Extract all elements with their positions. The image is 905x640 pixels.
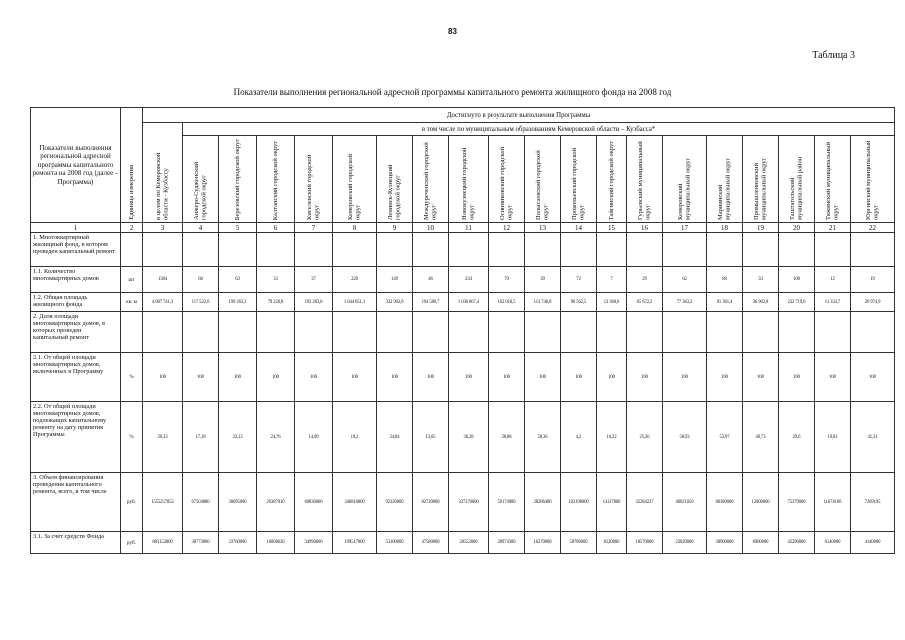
table-cell: 1555257852 xyxy=(143,473,183,532)
column-header xyxy=(489,136,525,223)
table-cell: 100 xyxy=(525,353,561,402)
row-unit: кв. м xyxy=(121,293,143,312)
column-number: 5 xyxy=(219,223,257,233)
table-cell: 38900000 xyxy=(707,532,743,554)
table-cell: 33,13 xyxy=(219,402,257,473)
column-header xyxy=(815,136,851,223)
column-number: 17 xyxy=(663,223,707,233)
table-cell: 46 xyxy=(413,267,449,293)
table-cell: 32284237 xyxy=(627,473,663,532)
column-number: 12 xyxy=(489,223,525,233)
column-header xyxy=(779,136,815,223)
column-header-label: Кемеровский городской округ xyxy=(347,154,362,220)
table-cell: 47580000 xyxy=(413,532,449,554)
table-cell: 24,76 xyxy=(257,402,295,473)
column-header xyxy=(851,136,895,223)
column-header-label: Тайгинский городской округ xyxy=(607,140,615,220)
column-header-label: в целом по Кемеровской области - Кузбассу xyxy=(155,152,170,220)
row-unit xyxy=(121,233,143,267)
table-row xyxy=(31,353,895,402)
table-cell: 100 xyxy=(489,353,525,402)
table-cell: 192 283,0 xyxy=(295,293,333,312)
table-cell: 102198000 xyxy=(561,473,597,532)
column-header-label: Таштагольский муниципальный район xyxy=(789,156,804,220)
column-number: 22 xyxy=(851,223,895,233)
column-header xyxy=(377,136,413,223)
column-number: 6 xyxy=(257,223,295,233)
table-cell xyxy=(663,312,707,353)
table-cell: 8120000 xyxy=(597,532,627,554)
page-number: 83 xyxy=(448,27,457,36)
table-cell: 100 xyxy=(779,353,815,402)
column-header-label: Тяжинский муниципальный округ xyxy=(825,141,840,220)
column-header-label: Анжеро-Судженский городской округ xyxy=(193,161,208,220)
table-row xyxy=(31,402,895,473)
table-cell: 346810000 xyxy=(333,473,377,532)
table-cell xyxy=(257,312,295,353)
table-cell xyxy=(143,312,183,353)
column-number: 16 xyxy=(627,223,663,233)
table-cell xyxy=(561,312,597,353)
row-label: 3.1. За счет средств Фонда xyxy=(31,532,121,554)
table-row xyxy=(31,532,895,554)
column-number: 20 xyxy=(779,223,815,233)
table-cell xyxy=(143,233,183,267)
table-cell: 36,28 xyxy=(449,402,489,473)
table-cell xyxy=(183,233,219,267)
table-cell: 199517000 xyxy=(333,532,377,554)
table-cell xyxy=(663,233,707,267)
column-header xyxy=(663,136,707,223)
table-cell: 16,22 xyxy=(597,402,627,473)
table-cell: 12000000 xyxy=(743,473,779,532)
table-cell: 63 xyxy=(219,267,257,293)
table-cell: 14,09 xyxy=(295,402,333,473)
column-number: 1 xyxy=(31,223,121,233)
row-label: 2. Доля площади многоквартирных домов, в которых проведен капитальный ремонт xyxy=(31,312,121,353)
table-cell: 36 902,8 xyxy=(743,293,779,312)
table-cell xyxy=(413,233,449,267)
column-header-label: Юргинский муниципальный округ xyxy=(865,140,880,220)
table-row xyxy=(31,473,895,532)
table-cell: 234 xyxy=(449,267,489,293)
achieved-header: Достигнуто в результате выполнения Программы xyxy=(143,108,895,123)
column-number: 2 xyxy=(121,223,143,233)
column-number: 8 xyxy=(333,223,377,233)
table-cell xyxy=(295,312,333,353)
table-cell: 332 902,0 xyxy=(377,293,413,312)
table-cell: 37 xyxy=(295,267,333,293)
row-unit: % xyxy=(121,353,143,402)
column-header-label: Междуреченский городской округ xyxy=(423,142,438,220)
table-cell xyxy=(561,233,597,267)
row-unit: шт xyxy=(121,267,143,293)
table-cell: 1 036 867,4 xyxy=(449,293,489,312)
table-cell: 20 974,9 xyxy=(851,293,895,312)
column-number: 15 xyxy=(597,223,627,233)
column-header xyxy=(597,136,627,223)
table-cell: 100 xyxy=(707,353,743,402)
table-cell: 62 xyxy=(663,267,707,293)
column-number: 9 xyxy=(377,223,413,233)
including-header: в том числе по муниципальным образованиям Кемеровской области – Кузбасса* xyxy=(183,123,895,136)
table-cell: 1384 xyxy=(143,267,183,293)
table-row xyxy=(31,312,895,353)
table-cell: 117 522,0 xyxy=(183,293,219,312)
table-cell: 20553000 xyxy=(449,532,489,554)
table-cell: 40021050 xyxy=(663,473,707,532)
column-header xyxy=(183,136,219,223)
table-cell xyxy=(707,233,743,267)
table-cell xyxy=(779,233,815,267)
table-cell: 41,31 xyxy=(851,402,895,473)
column-header xyxy=(257,136,295,223)
table-cell: 29,6 xyxy=(779,402,815,473)
row-unit: % xyxy=(121,402,143,473)
table-cell: 1 044 051,1 xyxy=(333,293,377,312)
row-label: 1.2. Общая площадь жилищного фонда xyxy=(31,293,121,312)
column-number: 13 xyxy=(525,223,561,233)
table-cell: 100 xyxy=(779,267,815,293)
table-cell: 11674100 xyxy=(815,473,851,532)
table-cell: 6900000 xyxy=(743,532,779,554)
table-body xyxy=(31,223,895,554)
table-cell xyxy=(743,312,779,353)
table-cell xyxy=(815,312,851,353)
table-cell xyxy=(257,233,295,267)
table-cell: 100 xyxy=(597,353,627,402)
table-cell: 337270000 xyxy=(449,473,489,532)
column-header-label: Мариинский муниципальный округ xyxy=(717,157,732,220)
table-cell: 53100000 xyxy=(377,532,413,554)
column-number: 21 xyxy=(815,223,851,233)
table-cell: 60830000 xyxy=(295,473,333,532)
table-cell: 96 562,5 xyxy=(561,293,597,312)
table-cell xyxy=(627,233,663,267)
column-header-label: Березовский городской округ xyxy=(233,138,241,220)
row-label: 2.2. От общей площади многоквартирных домов, подлежащих капитальному ремонту на дату принятия Программы xyxy=(31,402,121,473)
row-label: 1.1. Количество многоквартирных домов xyxy=(31,267,121,293)
column-header xyxy=(561,136,597,223)
table-cell: 4,2 xyxy=(561,402,597,473)
table-row xyxy=(31,267,895,293)
document-title: Показатели выполнения региональной адресной программы капитального ремонта жилищного фонда на 2008 год xyxy=(233,87,672,97)
table-cell: 100 xyxy=(219,353,257,402)
table-cell: 82720000 xyxy=(413,473,449,532)
row-unit: руб. xyxy=(121,532,143,554)
column-header xyxy=(627,136,663,223)
table-cell xyxy=(489,233,525,267)
table-cell: 77 363,2 xyxy=(663,293,707,312)
table-label: Таблица 3 xyxy=(812,50,855,61)
table-cell xyxy=(333,312,377,353)
table-cell: 232 719,0 xyxy=(779,293,815,312)
table-cell: 4140000 xyxy=(851,532,895,554)
table-cell xyxy=(413,312,449,353)
table-cell: 100 xyxy=(183,353,219,402)
table-cell xyxy=(377,312,413,353)
table-cell: 33 xyxy=(743,267,779,293)
table-cell: 40,73 xyxy=(743,402,779,473)
table-row xyxy=(31,233,895,267)
column-number: 7 xyxy=(295,223,333,233)
table-cell xyxy=(183,312,219,353)
table-cell: 14117800 xyxy=(597,473,627,532)
column-number: 14 xyxy=(561,223,597,233)
table-cell: 194 580,7 xyxy=(413,293,449,312)
table-cell: 13,05 xyxy=(413,402,449,473)
table-cell: 4 087 741,3 xyxy=(143,293,183,312)
table-cell: 79 226,8 xyxy=(257,293,295,312)
table-cell: 100 xyxy=(851,353,895,402)
column-header-label: Калтанский городской округ xyxy=(271,140,279,220)
table-cell xyxy=(449,312,489,353)
table-cell: 883153000 xyxy=(143,532,183,554)
table-cell: 28974380 xyxy=(489,532,525,554)
column-header xyxy=(219,136,257,223)
table-cell xyxy=(377,233,413,267)
column-header xyxy=(449,136,489,223)
table-cell xyxy=(627,312,663,353)
table-cell xyxy=(779,312,815,353)
table-cell: 34990000 xyxy=(295,532,333,554)
table-cell xyxy=(597,233,627,267)
row-label: 3. Объем финансирования проведения капитального ремонта, всего, в том числе xyxy=(31,473,121,532)
indicators-table xyxy=(30,107,895,554)
table-cell xyxy=(851,312,895,353)
column-number: 18 xyxy=(707,223,743,233)
table-cell: 100 xyxy=(561,353,597,402)
column-header xyxy=(413,136,449,223)
table-cell: 19 xyxy=(851,267,895,293)
table-cell: 58780000 xyxy=(561,532,597,554)
column-number: 3 xyxy=(143,223,183,233)
row-label: 1. Многоквартирный жилищный фонд, в котором проведен капитальный ремонт xyxy=(31,233,121,267)
table-cell: 29387810 xyxy=(257,473,295,532)
table-cell xyxy=(525,233,561,267)
table-cell xyxy=(597,312,627,353)
table-cell: 113 746,8 xyxy=(525,293,561,312)
table-cell: 58,93 xyxy=(663,402,707,473)
table-cell xyxy=(489,312,525,353)
table-cell: 88 xyxy=(707,267,743,293)
table-cell xyxy=(851,233,895,267)
table-cell: 149 xyxy=(377,267,413,293)
column-number: 11 xyxy=(449,223,489,233)
table-cell: 19,2 xyxy=(333,402,377,473)
column-number: 19 xyxy=(743,223,779,233)
table-cell: 29 xyxy=(627,267,663,293)
table-cell: 6140000 xyxy=(815,532,851,554)
table-cell: 11 333,7 xyxy=(815,293,851,312)
table-cell xyxy=(219,312,257,353)
row-unit: руб. xyxy=(121,473,143,532)
table-cell xyxy=(707,312,743,353)
table-cell xyxy=(743,233,779,267)
column-header-label: Осинниковский городской округ xyxy=(499,146,514,220)
column-header-label: Кемеровский муниципальный округ xyxy=(677,157,692,220)
table-row xyxy=(31,293,895,312)
column-header xyxy=(525,136,561,223)
column-header-label: Промышленновский муниципальный округ xyxy=(753,157,768,220)
table-cell xyxy=(525,312,561,353)
table-cell: 34,84 xyxy=(377,402,413,473)
table-cell: 70 xyxy=(489,267,525,293)
unit-header: Единица измерения xyxy=(127,165,135,220)
table-cell: 23020000 xyxy=(663,532,707,554)
table-cell: 13 368,0 xyxy=(597,293,627,312)
table-cell: 100 xyxy=(743,353,779,402)
row-unit xyxy=(121,312,143,353)
table-cell: 53,97 xyxy=(707,402,743,473)
column-header-label: Киселевский городской округ xyxy=(306,154,321,220)
column-header-label: Полысаевский городской округ xyxy=(535,150,550,220)
column-number-row xyxy=(31,223,895,233)
table-cell: 220 xyxy=(333,267,377,293)
table-cell: 28,88 xyxy=(489,402,525,473)
table-cell: 100 xyxy=(627,353,663,402)
table-cell: 28286480 xyxy=(525,473,561,532)
column-header-label: Новокузнецкий городской округ xyxy=(461,147,476,220)
table-cell: 100 xyxy=(257,353,295,402)
table-cell: 7269195 xyxy=(851,473,895,532)
table-cell xyxy=(295,233,333,267)
column-header-label: Прокопьевский городской округ xyxy=(571,147,586,220)
table-cell: 100 xyxy=(663,353,707,402)
column-header-label: Гурьевский муниципальный округ xyxy=(637,141,652,220)
table-cell: 68 xyxy=(183,267,219,293)
table-cell: 17,18 xyxy=(183,402,219,473)
column-header xyxy=(295,136,333,223)
table-cell: 67504880 xyxy=(183,473,219,532)
table-cell: 7 xyxy=(597,267,627,293)
table-cell: 33760000 xyxy=(219,532,257,554)
column-header-label: Ленинск-Кузнецкий городской округ xyxy=(387,164,402,220)
table-cell: 38695000 xyxy=(219,473,257,532)
table-cell: 20,33 xyxy=(143,402,183,473)
table-cell: 100 xyxy=(449,353,489,402)
table-cell: 80380000 xyxy=(707,473,743,532)
table-cell: 12 xyxy=(815,267,851,293)
table-cell: 100 xyxy=(377,353,413,402)
table-cell: 92320000 xyxy=(377,473,413,532)
column-number: 4 xyxy=(183,223,219,233)
table-cell: 58,36 xyxy=(525,402,561,473)
table-cell: 16808620 xyxy=(257,532,295,554)
table-cell: 100 xyxy=(413,353,449,402)
table-cell: 162 018,5 xyxy=(489,293,525,312)
table-cell: 18570000 xyxy=(627,532,663,554)
column-header xyxy=(143,123,183,223)
table-cell: 100 xyxy=(143,353,183,402)
column-header xyxy=(333,136,377,223)
table-cell: 199 263,3 xyxy=(219,293,257,312)
table-cell: 33 xyxy=(257,267,295,293)
table-cell: 65 672,2 xyxy=(627,293,663,312)
unit-header-cell xyxy=(121,108,143,223)
table-cell xyxy=(815,233,851,267)
table-cell: 38773000 xyxy=(183,532,219,554)
table-cell xyxy=(333,233,377,267)
table-cell: 16270000 xyxy=(525,532,561,554)
column-number: 10 xyxy=(413,223,449,233)
row-label: 2.1. От общей площади многоквартирных домов, включенных в Программу xyxy=(31,353,121,402)
table-cell: 100 xyxy=(295,353,333,402)
table-cell: 75379000 xyxy=(779,473,815,532)
table-cell: 25,26 xyxy=(627,402,663,473)
column-header xyxy=(743,136,779,223)
table-cell: 100 xyxy=(815,353,851,402)
table-cell: 39 xyxy=(525,267,561,293)
table-cell: 72 xyxy=(561,267,597,293)
table-cell xyxy=(219,233,257,267)
table-cell: 91 361,4 xyxy=(707,293,743,312)
table-cell: 100 xyxy=(333,353,377,402)
column-header xyxy=(707,136,743,223)
table-cell xyxy=(449,233,489,267)
table-cell: 19,81 xyxy=(815,402,851,473)
indicators-header: Показатели выполнения региональной адресной программы капитального ремонта на 2008 год (далее – Программа) xyxy=(31,108,121,223)
table-cell: 59174980 xyxy=(489,473,525,532)
table-cell: 42290000 xyxy=(779,532,815,554)
